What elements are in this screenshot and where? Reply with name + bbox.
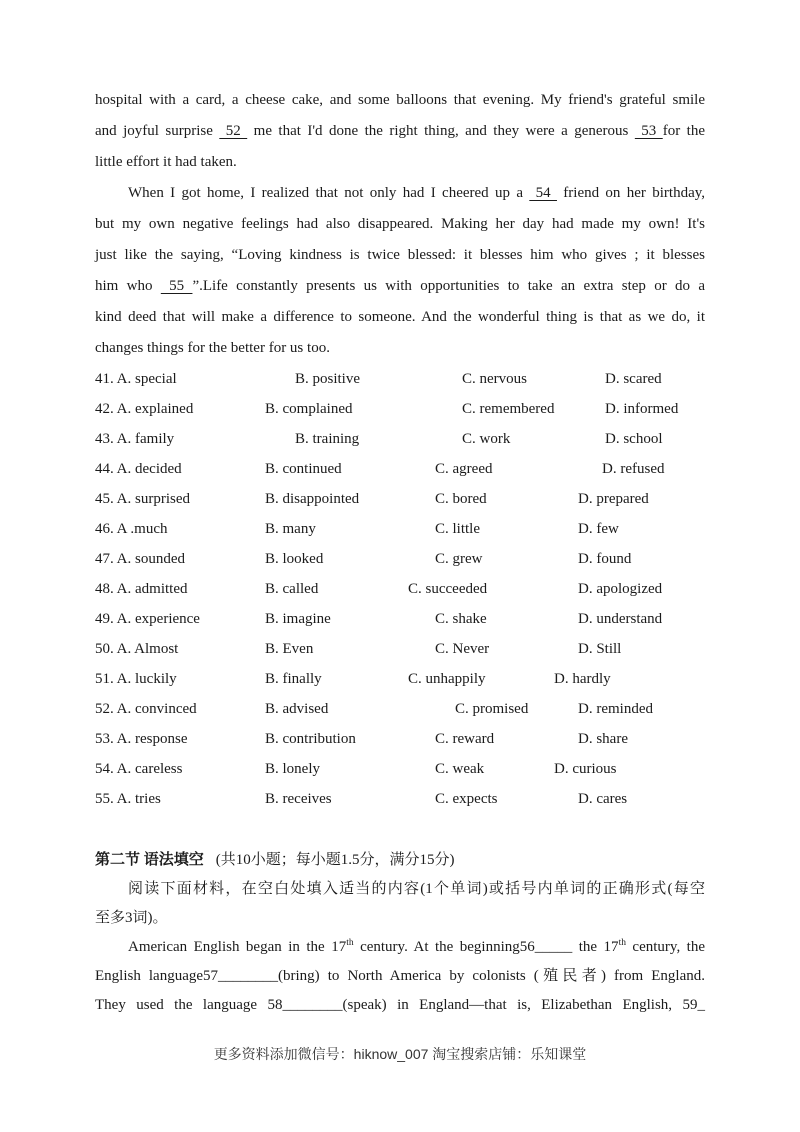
option-cell-a: 54. A. careless [95,761,183,777]
option-cell-a: 42. A. explained [95,401,194,417]
blank-52: 52 [219,123,248,139]
option-cell-c: C. unhappily [408,671,486,687]
option-cell-c: C. promised [455,701,529,717]
option-row [95,544,705,574]
option-cell-c: C. expects [435,791,498,807]
option-cell-b: B. continued [265,461,342,477]
option-cell-d: D. cares [578,791,628,807]
passage-line: kind deed that will make a difference to someone. And the wonderful thing is that as we do, it [95,309,705,325]
option-row [95,484,705,514]
option-row [95,514,705,544]
page-footer [0,1044,800,1064]
passage-line: and joyful surprise 52 me that I'd done the right thing, and they were a generous 53 for the [95,123,705,139]
passage-line: 至多3词)。 [95,910,168,926]
option-row [95,754,705,784]
option-cell-b: B. receives [265,791,332,807]
option-cell-d: D. reminded [578,701,653,717]
option-cell-b: B. positive [295,371,361,387]
blank-54: 54 [529,185,557,201]
option-row [95,724,705,754]
option-cell-d: D. curious [554,761,617,777]
option-cell-c: C. reward [435,731,495,747]
passage-line: 阅读下面材料，在空白处填入适当的内容(1个单词)或括号内单词的正确形式(每空 [128,881,705,897]
option-cell-a: 45. A. surprised [95,491,190,507]
option-row [95,394,705,424]
passage-line: changes things for the better for us too. [95,340,330,356]
option-cell-a: 46. A .much [95,521,168,537]
option-cell-d: D. refused [602,461,665,477]
grammar-passage [95,933,705,1020]
cloze-passage [95,85,705,364]
option-row [95,784,705,814]
option-cell-a: 50. A. Almost [95,641,179,657]
cloze-paragraph-1 [95,85,705,178]
blank-55: 55 [160,278,193,294]
option-cell-c: C. succeeded [408,581,488,597]
passage-line: just like the saying, “Loving kindness is twice blessed: it blesses him who gives ; it blesses [95,247,705,263]
option-cell-a: 53. A. response [95,731,188,747]
cloze-options-table [95,364,705,814]
option-cell-a: 49. A. experience [95,611,200,627]
option-cell-d: D. prepared [578,491,649,507]
option-cell-a: 43. A. family [95,431,175,447]
option-cell-d: D. school [605,431,663,447]
option-cell-a: 52. A. convinced [95,701,197,717]
option-cell-b: B. contribution [265,731,356,747]
option-cell-c: C. little [435,521,480,537]
passage-line: little effort it had taken. [95,154,237,170]
section2-title: 第二节 语法填空 [95,852,204,868]
option-cell-a: 51. A. luckily [95,671,177,687]
option-row [95,634,705,664]
option-cell-b: B. looked [265,551,324,567]
option-cell-b: B. Even [265,641,314,657]
option-row [95,454,705,484]
option-cell-c: C. agreed [435,461,493,477]
passage-line: hospital with a card, a cheese cake, and some balloons that evening. My friend's grateful smile [95,92,705,108]
option-cell-d: D. scared [605,371,662,387]
option-cell-b: B. complained [265,401,353,417]
option-cell-d: D. informed [605,401,679,417]
option-cell-a: 48. A. admitted [95,581,188,597]
option-cell-b: B. many [265,521,316,537]
section2-header [95,846,705,875]
option-row [95,604,705,634]
cloze-paragraph-2 [95,178,705,364]
option-cell-a: 41. A. special [95,371,177,387]
passage-line: They used the language 58________(speak) in England—that is, Elizabethan English, 59_ [95,997,705,1013]
section2-instruction [95,875,705,933]
option-cell-d: D. understand [578,611,663,627]
option-cell-b: B. finally [265,671,322,687]
footer-text: 更多资料添加微信号：hiknow_007 淘宝搜索店铺：乐知课堂 [213,1046,587,1062]
option-cell-d: D. Still [578,641,622,657]
option-row [95,664,705,694]
option-cell-b: B. called [265,581,319,597]
option-cell-c: C. grew [435,551,483,567]
option-cell-d: D. found [578,551,632,567]
option-row [95,694,705,724]
passage-line: him who 55 ”.Life constantly presents us with opportunities to take an extra step or do a [95,278,706,294]
option-cell-d: D. hardly [554,671,611,687]
passage-line: American English began in the 17th century. At the beginning56_____ the 17th century, the [128,938,705,955]
option-cell-b: B. training [295,431,360,447]
option-cell-c: C. weak [435,761,485,777]
option-cell-a: 44. A. decided [95,461,182,477]
option-cell-d: D. share [578,731,628,747]
option-cell-c: C. shake [435,611,487,627]
option-row [95,574,705,604]
blank-53: 53 [634,123,663,139]
option-row [95,364,705,394]
passage-line: When I got home, I realized that not only had I cheered up a 54 friend on her birthday, [128,185,705,201]
option-cell-c: C. nervous [462,371,527,387]
option-cell-c: C. bored [435,491,487,507]
option-cell-c: C. remembered [462,401,555,417]
option-cell-d: D. few [578,521,619,537]
option-cell-b: B. disappointed [265,491,360,507]
passage-line: English language57________(bring) to North America by colonists (殖民者) from England. [95,968,705,984]
option-cell-b: B. advised [265,701,329,717]
option-cell-a: 55. A. tries [95,791,161,807]
option-cell-b: B. lonely [265,761,320,777]
option-cell-c: C. work [462,431,511,447]
passage-line: but my own negative feelings had also disappeared. Making her day had made my own! It's [95,216,705,232]
option-cell-a: 47. A. sounded [95,551,185,567]
section2-meta: (共10小题；每小题1.5分，满分15分) [215,852,455,868]
option-cell-d: D. apologized [578,581,663,597]
option-cell-b: B. imagine [265,611,331,627]
option-cell-c: C. Never [435,641,490,657]
option-row [95,424,705,454]
